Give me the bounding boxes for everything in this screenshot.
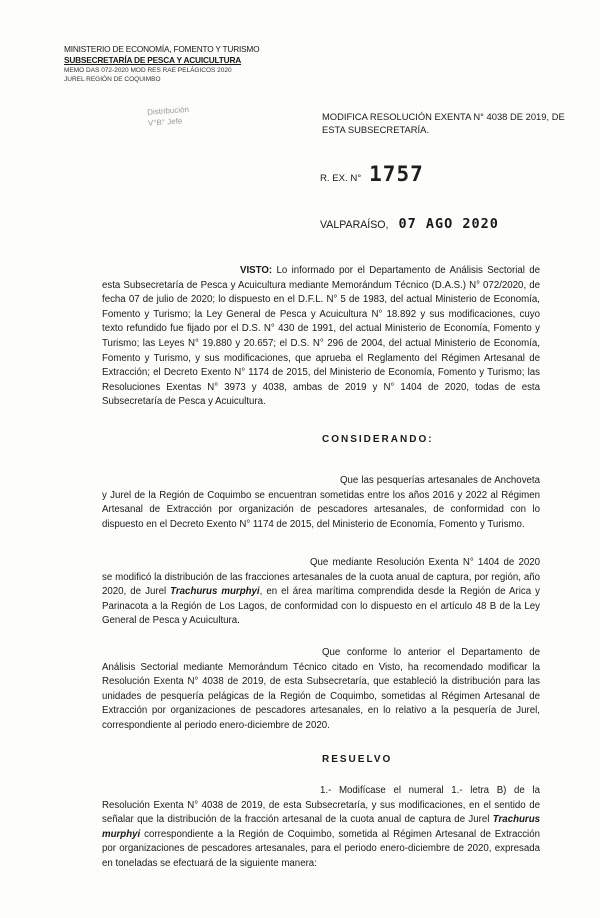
resolution-number [320,162,424,186]
paragraph-text: Que mediante Resolución Exenta N° 1404 de 2020 se modificó la distribución de las fracciones artesanales de la cuota anual de captura, por región, año 2020, de Jurel [102,557,540,598]
considerando-paragraph-1 [102,474,540,532]
paragraph-text: 1.- Modifícase el numeral 1.- letra B) de la Resolución Exenta N° 4038 de 2019, de esta Subsecretaría, y sus modificaciones, en el sentido de señalar que la distribución de la fracción artesanal de la cuota anual de captura de Jurel [102,785,540,826]
considerando-paragraph-3 [102,646,540,734]
paragraph-text: correspondiente a la Región de Coquimbo, sometida al Régimen Artesanal de Extracción por organizaciones de pescadores artesanales, para el periodo enero-diciembre de 2020, expresada en toneladas se efectuará de la siguiente manera: [102,828,540,869]
resuelvo-paragraph-1 [102,784,540,872]
ministry-name: MINISTERIO DE ECONOMÍA, FOMENTO Y TURISMO [64,44,260,54]
paragraph-text: Que las pesquerías artesanales de Anchoveta y Jurel de la Región de Coquimbo se encuentran sometidas entre los años 2016 y 2022 al Régimen Artesanal de Extracción por organización de pescadores artesanales, de conformidad con lo dispuesto en el Decreto Exento N° 1174 de 2015, del Ministerio de Economía, Fomento y Turismo. [102,475,540,530]
resolution-label: R. EX. N° [320,173,362,184]
document-subject: MODIFICA RESOLUCIÓN EXENTA N° 4038 DE 2019, DE ESTA SUBSECRETARÍA. [322,111,565,135]
resolution-stamp-number: 1757 [369,162,424,186]
stamp-line: Distribución [146,104,190,117]
paragraph-text: , en el área marítima comprendida desde la Región de Arica y Parinacota a la Región de Los Lagos, de conformidad con lo dispuesto en el artículo 48 B de la Ley General de Pesca y Acuicultura. [102,586,540,627]
visto-heading: VISTO: [240,265,273,276]
paragraph-text: Que conforme lo anterior el Departamento de Análisis Sectorial mediante Memorándum Técnico citado en Visto, ha recomendado modificar la Resolución Exenta N° 4038 de 2019, de esta Subsecretaría, que estableció la distribución para las unidades de pesquería pelágicas de la Región de Coquimbo, sometidas al Régimen Artesanal de Extracción por organizaciones de pescadores artesanales, en lo relativo a la pesquería de Jurel, correspondiente al periodo enero-diciembre de 2020. [102,647,540,731]
considerando-heading: CONSIDERANDO: [322,434,434,445]
species-name: Trachurus murphyi [102,814,540,840]
considerando-paragraph-2 [102,556,540,629]
visto-paragraph [102,264,540,410]
species-name: Trachurus murphyi [170,586,260,598]
region-reference: JUREL REGIÓN DE COQUIMBO [64,76,161,83]
resolution-date [320,216,499,232]
date-stamp: 07 AGO 2020 [398,216,499,232]
visto-text: Lo informado por el Departamento de Análisis Sectorial de esta Subsecretaría de Pesca y Acuicultura mediante Memorándum Técnico (D.A.S.) N° 072/2020, de fecha 07 de julio de 2020; lo dispuesto en el D.F.L. N° 5 de 1983, del actual Ministerio de Economía, Fomento y Turismo; la Ley General de Pesca y Acuicultura N° 18.892 y sus modificaciones, cuyo texto refundido fue fijado por el D.S. N° 430 de 1991, del actual Ministerio de Economía, Fomento y Turismo; las Leyes N° 19.880 y 20.657; el D.S. N° 296 de 2004, del actual Ministerio de Economía, Fomento y Turismo, y sus modificaciones, que aprueba el Reglamento del Régimen Artesanal de Extracción; el Decreto Exento N° 1174 de 2015, del Ministerio de Economía, Fomento y Turismo; las Resoluciones Exentas N° 3973 y 4038, ambas de 2019 y N° 1404 de 2020, todas de esta Subsecretaría de Pesca y Acuicultura. [102,265,540,408]
stamp-line: V°B° Jefe [147,116,183,128]
resuelvo-heading: RESUELVO [322,754,393,765]
faded-stamp [147,101,229,142]
letterhead [64,44,304,84]
subsecretariat-name: SUBSECRETARÍA DE PESCA Y ACUICULTURA [64,55,242,65]
date-city: VALPARAÍSO, [320,219,389,231]
memo-reference: MEMO DAS 072-2020 MOD RES RAE PELÁGICOS 2020 [64,67,232,74]
